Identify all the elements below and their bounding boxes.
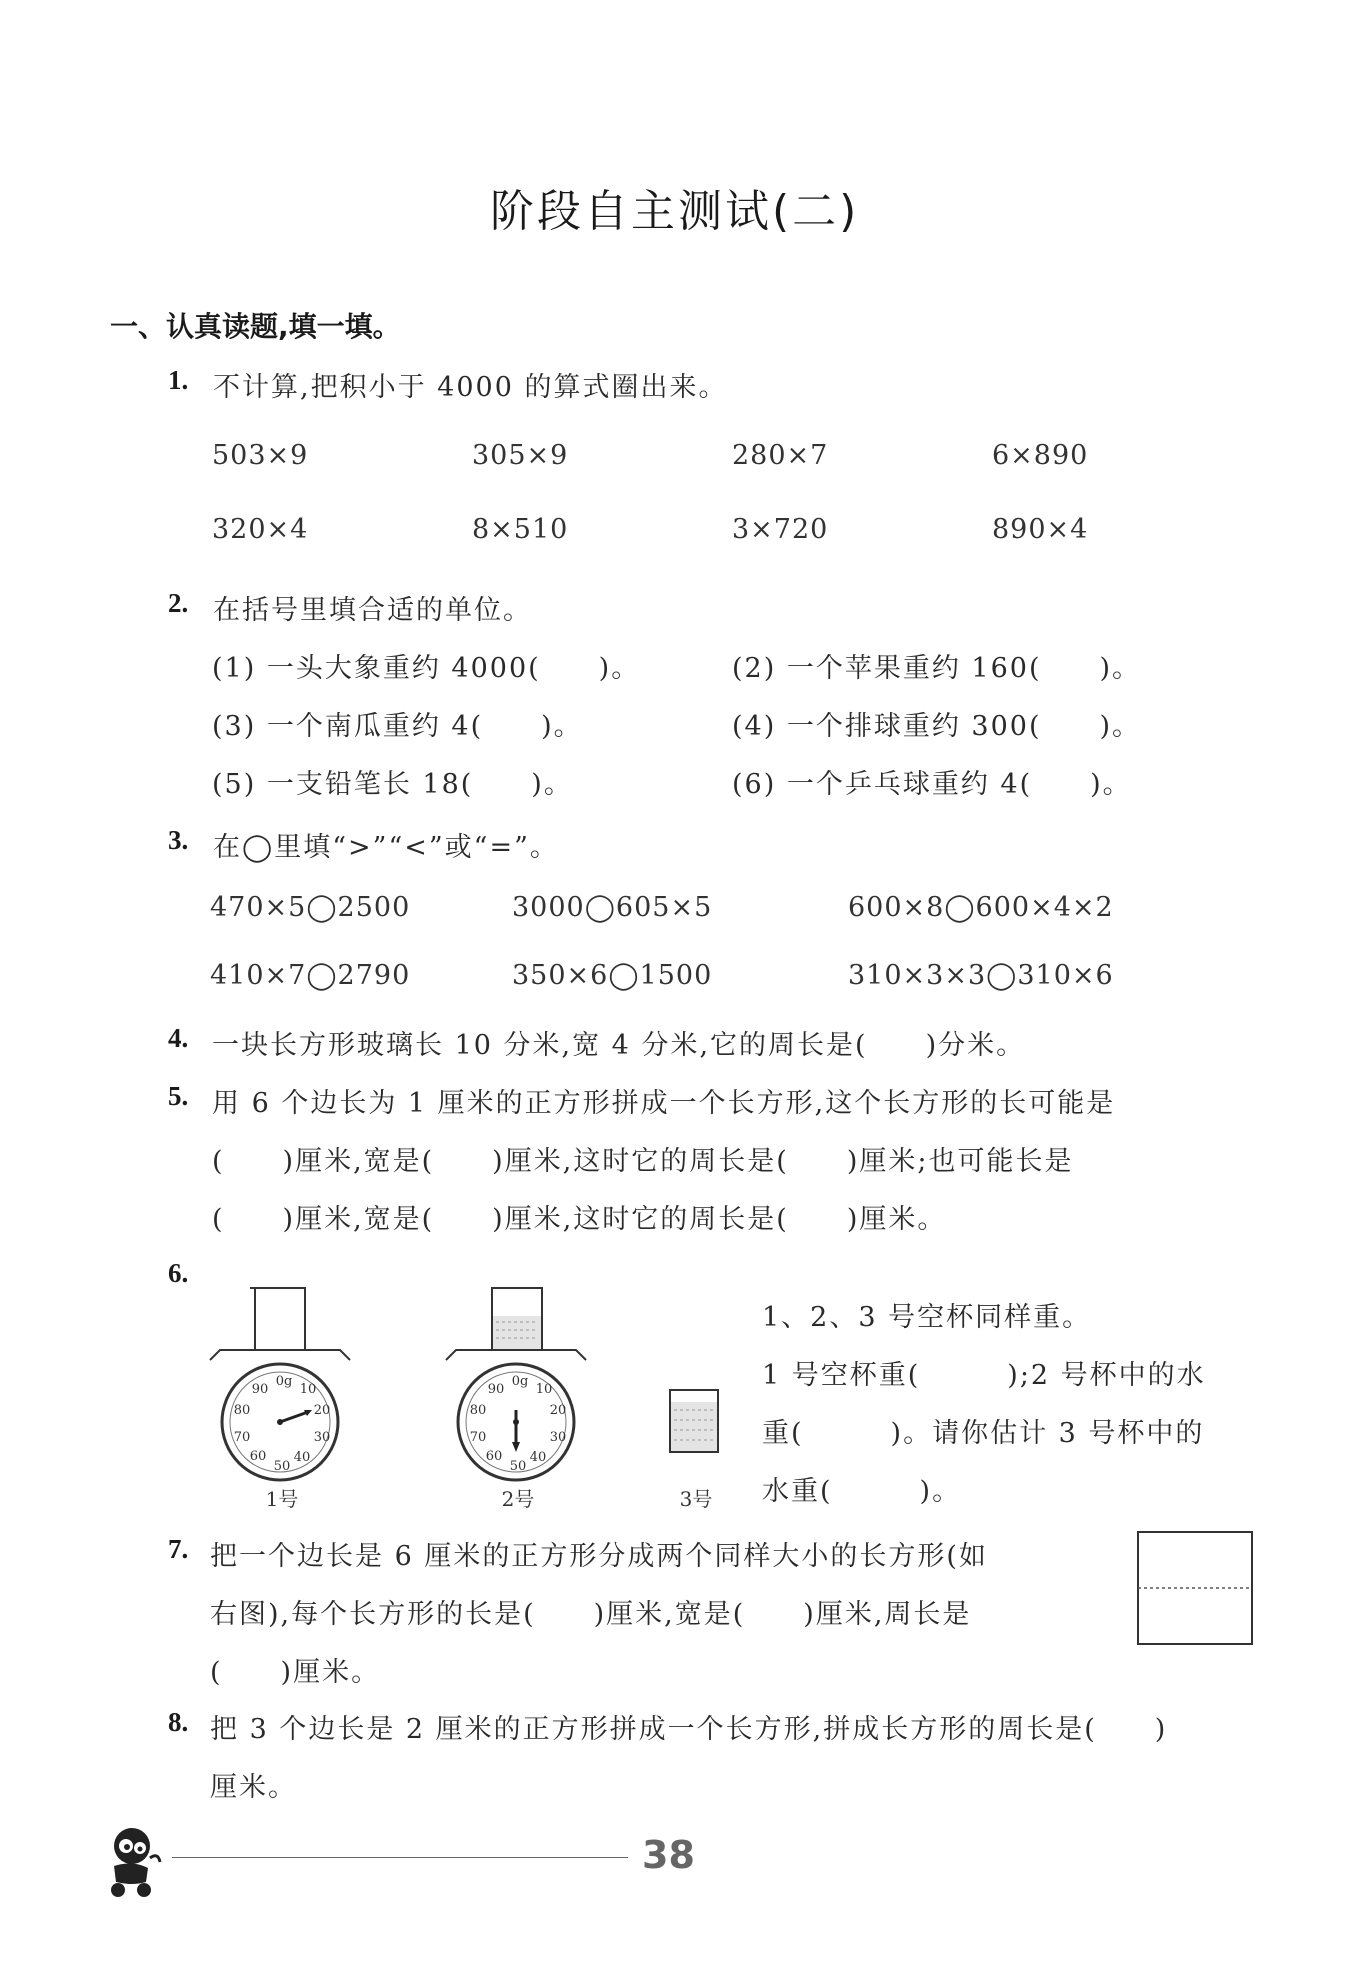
dial-label: 0g (511, 1374, 529, 1389)
dial-label: 80 (233, 1403, 251, 1418)
dial-label: 20 (313, 1403, 331, 1418)
fill-blank-item: (1) 一头大象重约 4000( )。 (212, 653, 641, 684)
question-number: 2. (168, 588, 189, 618)
dial-label: 70 (469, 1430, 487, 1445)
expression: 280×7 (732, 440, 829, 471)
expression: 890×4 (992, 514, 1089, 545)
question-text: 1 号空杯重( );2 号杯中的水 (762, 1360, 1206, 1391)
fill-blank-item: (4) 一个排球重约 300( )。 (732, 711, 1142, 742)
comparison-item: 410×7◯2790 (210, 960, 411, 991)
question-text: 一块长方形玻璃长 10 分米,宽 4 分米,它的周长是( )分米。 (212, 1030, 1026, 1061)
dial-label: 0g (275, 1374, 293, 1389)
scale-pan (446, 1350, 586, 1360)
footer-rule (172, 1857, 628, 1858)
dial-label: 80 (469, 1403, 487, 1418)
mascot-icon (96, 1820, 176, 1900)
figure-caption: 1号 (265, 1487, 299, 1511)
question-text: 1、2、3 号空杯同样重。 (762, 1302, 1092, 1333)
question-text: 在括号里填合适的单位。 (213, 595, 532, 626)
water-fill (493, 1316, 541, 1349)
question-number: 3. (168, 825, 189, 855)
question-number: 4. (168, 1023, 189, 1053)
dial-label: 30 (549, 1430, 567, 1445)
question-number: 6. (168, 1258, 189, 1288)
dial-label: 50 (273, 1459, 291, 1474)
cup-3 (670, 1390, 718, 1452)
fill-blank-item: (6) 一个乒乓球重约 4( )。 (732, 769, 1132, 800)
dial-label: 30 (313, 1430, 331, 1445)
expression: 320×4 (212, 514, 309, 545)
question-text: 把 3 个边长是 2 厘米的正方形拼成一个长方形,拼成长方形的周长是( ) (210, 1714, 1168, 1745)
comparison-item: 3000◯605×5 (512, 892, 713, 923)
dial-label: 40 (293, 1450, 311, 1465)
figure-caption: 3号 (679, 1487, 713, 1511)
dial-label: 70 (233, 1430, 251, 1445)
scales-figure (200, 1278, 720, 1518)
question-text: ( )厘米。 (210, 1657, 381, 1688)
question-text: 厘米。 (210, 1772, 297, 1803)
question-text: 右图),每个长方形的长是( )厘米,宽是( )厘米,周长是 (210, 1599, 972, 1630)
question-text: 不计算,把积小于 4000 的算式圈出来。 (213, 372, 728, 403)
question-number: 8. (168, 1707, 189, 1737)
question-text: ( )厘米,宽是( )厘米,这时它的周长是( )厘米。 (212, 1204, 947, 1235)
dial-label: 10 (299, 1382, 317, 1397)
comparison-item: 350×6◯1500 (512, 960, 713, 991)
question-text: 重( )。请你估计 3 号杯中的 (762, 1418, 1205, 1449)
expression: 8×510 (472, 514, 569, 545)
figure-caption: 2号 (501, 1487, 535, 1511)
dial-label: 50 (509, 1459, 527, 1474)
dial-label: 20 (549, 1403, 567, 1418)
expression: 6×890 (992, 440, 1089, 471)
comparison-item: 310×3×3◯310×6 (848, 960, 1114, 991)
question-number: 5. (168, 1081, 189, 1111)
dial-label: 90 (251, 1382, 269, 1397)
section-heading: 一、认真读题,填一填。 (110, 310, 401, 343)
scale-pan (210, 1350, 350, 1360)
question-text: 用 6 个边长为 1 厘米的正方形拼成一个长方形,这个长方形的长可能是 (212, 1088, 1116, 1119)
expression: 305×9 (472, 440, 569, 471)
comparison-item: 600×8◯600×4×2 (848, 892, 1114, 923)
expression: 3×720 (732, 514, 829, 545)
page-title: 阶段自主测试(二) (490, 186, 860, 237)
question-number: 7. (168, 1534, 189, 1564)
expression: 503×9 (212, 440, 309, 471)
question-text: 把一个边长是 6 厘米的正方形分成两个同样大小的长方形(如 (210, 1541, 988, 1572)
dial-label: 10 (535, 1382, 553, 1397)
question-text: ( )厘米,宽是( )厘米,这时它的周长是( )厘米;也可能长是 (212, 1146, 1074, 1177)
divided-square-figure (1136, 1530, 1256, 1648)
empty-cup-1 (255, 1288, 305, 1350)
fill-blank-item: (5) 一支铅笔长 18( )。 (212, 769, 573, 800)
water-fill (671, 1402, 717, 1451)
question-text: 水重( )。 (762, 1476, 962, 1507)
dial-label: 60 (249, 1449, 267, 1464)
dial-label: 60 (485, 1449, 503, 1464)
question-text: 在◯里填“>”“<”或“=”。 (213, 832, 559, 863)
fill-blank-item: (3) 一个南瓜重约 4( )。 (212, 711, 583, 742)
fill-blank-item: (2) 一个苹果重约 160( )。 (732, 653, 1142, 684)
question-number: 1. (168, 365, 189, 395)
comparison-item: 470×5◯2500 (210, 892, 411, 923)
dial-label: 90 (487, 1382, 505, 1397)
page-number: 38 (642, 1833, 695, 1877)
dial-label: 40 (529, 1450, 547, 1465)
